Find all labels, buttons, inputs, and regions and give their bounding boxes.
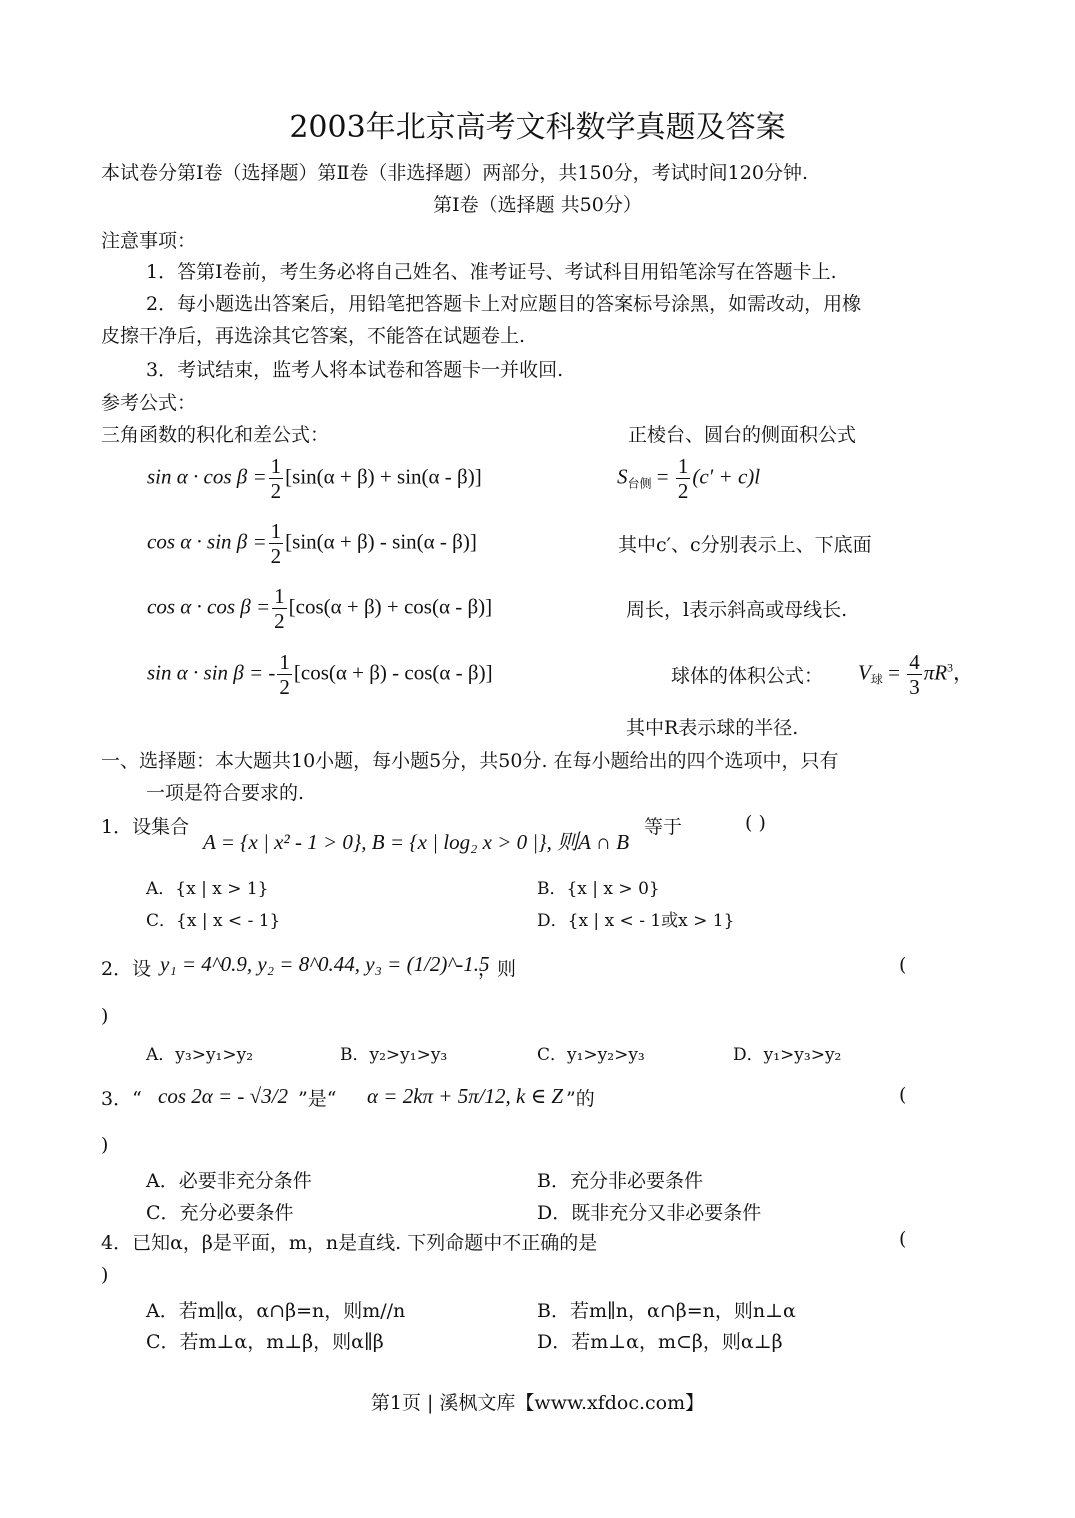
formula-sphere-volume: $V_球$ = $\frac{4}{3}$ $\pi R^3$， bbox=[858, 650, 975, 699]
formula-lhs: sin α · cos β = bbox=[147, 464, 267, 489]
question-4-bracket-close: ) bbox=[101, 1264, 109, 1286]
question-4-option-a: A．若m∥α，α∩β=n，则m//n bbox=[146, 1300, 406, 1322]
formula-cos-cos bbox=[147, 584, 492, 633]
exam-intro: 本试卷分第Ⅰ卷（选择题）第Ⅱ卷（非选择题）两部分，共150分，考试时间120分钟. bbox=[101, 162, 808, 184]
question-2-label: 2．设 bbox=[101, 958, 152, 980]
question-1-option-a: A．{x | x > 1} bbox=[146, 879, 269, 899]
question-2-tail: ，则 bbox=[478, 958, 517, 980]
question-3-expr-1: cos 2α = - √3/2 bbox=[158, 1084, 289, 1108]
question-3-bracket-open: ( bbox=[899, 1084, 907, 1106]
question-2-option-b: B．y₂>y₁>y₃ bbox=[340, 1045, 448, 1065]
question-4-bracket-open: ( bbox=[899, 1228, 907, 1250]
question-3-bracket-close: ) bbox=[101, 1134, 109, 1156]
formula-lhs: sin α · sin β = - bbox=[147, 660, 276, 685]
notice-item-1: 1．答第Ⅰ卷前，考生务必将自己姓名、准考证号、考试科目用铅笔涂写在答题卡上. bbox=[146, 261, 837, 283]
sphere-note: 其中R表示球的半径. bbox=[626, 717, 799, 739]
section-1-heading-cont: 一项是符合要求的. bbox=[146, 782, 305, 804]
question-1-option-b: B．{x | x > 0} bbox=[537, 879, 660, 899]
frustum-note-1: 其中c′、c分别表示上、下底面 bbox=[618, 534, 872, 556]
page-footer: 第1页 | 溪枫文库【www.xfdoc.com】 bbox=[370, 1392, 705, 1414]
question-3-option-a: A．必要非充分条件 bbox=[146, 1170, 312, 1192]
page-title: 2003年北京高考文科数学真题及答案 bbox=[289, 110, 786, 145]
frustum-heading: 正棱台、圆台的侧面积公式 bbox=[628, 424, 857, 446]
question-2-option-c: C．y₁>y₂>y₃ bbox=[537, 1045, 645, 1065]
formula-sin-sin bbox=[147, 650, 493, 699]
question-3-option-d: D．既非充分又非必要条件 bbox=[537, 1202, 762, 1224]
section-1-heading: 一、选择题：本大题共10小题，每小题5分，共50分. 在每小题给出的四个选项中，只有 bbox=[101, 750, 839, 772]
question-3-option-c: C．充分必要条件 bbox=[146, 1202, 294, 1224]
part1-heading: 第Ⅰ卷（选择题 共50分） bbox=[433, 194, 642, 216]
formula-rhs: [sin(α + β) + sin(α - β)] bbox=[285, 464, 482, 489]
formula-heading: 参考公式： bbox=[101, 392, 197, 414]
formula-rhs: [cos(α + β) - cos(α - β)] bbox=[293, 660, 493, 685]
question-4-option-d: D．若m⊥α，m⊂β，则α⊥β bbox=[537, 1331, 783, 1353]
fraction-half: $\frac{1}{2}$ bbox=[677, 454, 689, 503]
question-4-option-b: B．若m∥n，α∩β=n，则n⊥α bbox=[537, 1300, 796, 1322]
formula-cos-sin bbox=[147, 519, 477, 568]
question-2-bracket-close: ) bbox=[101, 1005, 109, 1027]
question-3-mid: ”是“ bbox=[298, 1088, 337, 1110]
question-3-option-b: B．充分非必要条件 bbox=[537, 1170, 703, 1192]
question-1-tail: 等于 bbox=[644, 816, 683, 838]
fraction-half: $\frac{1}{2}$ bbox=[270, 519, 282, 568]
fraction-half: $\frac{1}{2}$ bbox=[270, 454, 282, 503]
question-1-label: 1．设集合 bbox=[101, 816, 190, 838]
trig-heading: 三角函数的积化和差公式： bbox=[101, 424, 330, 446]
notice-item-2: 2．每小题选出答案后，用铅笔把答题卡上对应题目的答案标号涂黑，如需改动，用橡 bbox=[146, 293, 862, 315]
notice-heading: 注意事项： bbox=[101, 230, 197, 252]
question-3-tail: ”的 bbox=[566, 1088, 595, 1110]
formula-lhs: cos α · cos β = bbox=[147, 594, 271, 619]
formula-frustum-area: $S_{台侧}$ = $\frac{1}{2}$ (c′ + c)l bbox=[617, 454, 761, 503]
question-4-label: 4．已知α，β是平面，m，n是直线. 下列命题中不正确的是 bbox=[101, 1232, 598, 1254]
question-2-expr: y₁ = 4^0.9, y₂ = 8^0.44, y₃ = (1/2)^-1.5 bbox=[160, 952, 490, 976]
fraction-half: $\frac{1}{2}$ bbox=[274, 584, 285, 633]
question-1-answer-bracket: ( ) bbox=[745, 812, 766, 834]
formula-lhs: cos α · sin β = bbox=[147, 529, 267, 554]
question-1-expr: A = {x | x² - 1 > 0}, B = {x | log₂ x > 0 |}, 则A ∩ B bbox=[203, 830, 630, 854]
question-2-option-a: A．y₃>y₁>y₂ bbox=[146, 1045, 254, 1065]
question-3-expr-2: α = 2kπ + 5π/12, k ∈ Z bbox=[367, 1084, 564, 1108]
formula-rhs: [cos(α + β) + cos(α - β)] bbox=[288, 594, 493, 619]
question-3-label: 3．“ bbox=[101, 1088, 142, 1110]
question-1-option-c: C．{x | x < - 1} bbox=[146, 911, 281, 931]
notice-item-2-cont: 皮擦干净后，再选涂其它答案，不能答在试题卷上. bbox=[101, 325, 526, 347]
formula-rhs: [sin(α + β) - sin(α - β)] bbox=[285, 529, 477, 554]
sphere-label: 球体的体积公式： bbox=[671, 665, 824, 687]
fraction-half: $\frac{1}{2}$ bbox=[279, 650, 290, 699]
question-1-option-d: D．{x | x < - 1或x > 1} bbox=[537, 911, 735, 931]
question-2-option-d: D．y₁>y₃>y₂ bbox=[733, 1045, 842, 1065]
question-2-bracket-open: ( bbox=[899, 954, 907, 976]
notice-item-3: 3．考试结束，监考人将本试卷和答题卡一并收回. bbox=[146, 359, 564, 381]
question-4-option-c: C．若m⊥α，m⊥β，则α∥β bbox=[146, 1331, 384, 1353]
formula-sin-cos bbox=[147, 454, 482, 503]
frustum-note-2: 周长，l表示斜高或母线长. bbox=[626, 599, 848, 621]
